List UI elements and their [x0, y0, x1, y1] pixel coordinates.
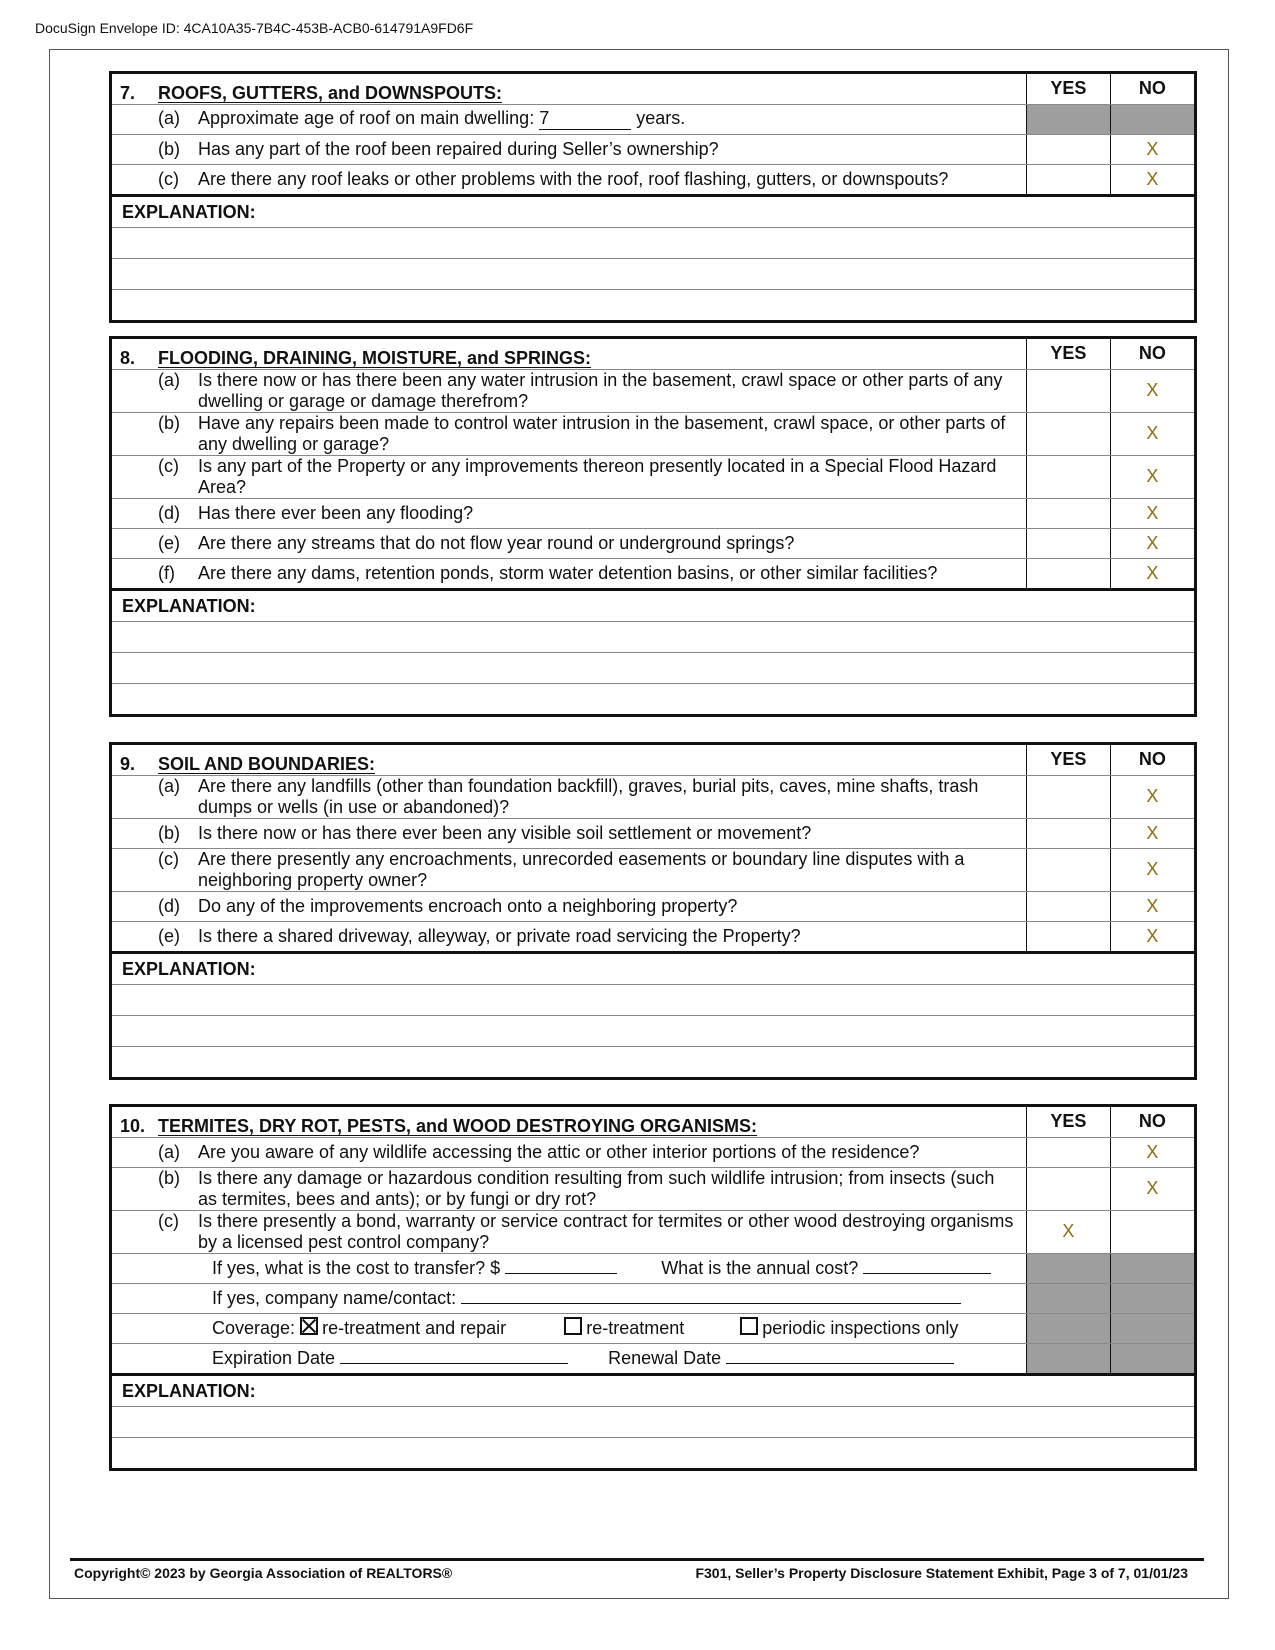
yes-answer-cell[interactable]: [1027, 455, 1111, 498]
explanation-block: [112, 1373, 1194, 1468]
question-row: [112, 1167, 1194, 1210]
yes-answer-cell[interactable]: [1027, 558, 1111, 588]
yes-answer-cell[interactable]: [1027, 1137, 1111, 1167]
question-text: Is any part of the Property or any improvements thereon presently located in a Special Flood Hazard Area?: [198, 455, 997, 497]
yes-answer-cell[interactable]: [1027, 921, 1111, 951]
coverage-checkbox-periodic-inspections[interactable]: [740, 1317, 758, 1335]
no-mark: X: [1146, 859, 1159, 879]
cost-transfer-field[interactable]: [505, 1273, 617, 1274]
question-row: [112, 775, 1194, 818]
question-text: Are there any streams that do not flow year round or underground springs?: [198, 532, 795, 553]
yes-answer-cell[interactable]: [1027, 498, 1111, 528]
no-mark: X: [1146, 562, 1159, 583]
question-text: Has any part of the roof been repaired during Seller’s ownership?: [198, 138, 719, 159]
section-number: 9.: [120, 753, 136, 774]
footer-rule: [70, 1558, 1204, 1561]
question-label: (b): [158, 822, 180, 843]
yes-answer-cell[interactable]: [1027, 369, 1111, 412]
question-label: (a): [158, 775, 180, 796]
section-8-table: [112, 339, 1194, 588]
question-row: [112, 558, 1194, 588]
section-number: 7.: [120, 82, 136, 103]
explanation-block: [112, 194, 1194, 320]
question-text: Is there now or has there ever been any visible soil settlement or movement?: [198, 822, 812, 843]
no-mark: X: [1146, 532, 1159, 553]
explanation-label: EXPLANATION:: [112, 954, 1194, 985]
no-mark: X: [1146, 925, 1159, 946]
explanation-line[interactable]: [112, 985, 1194, 1016]
yes-answer-cell[interactable]: [1027, 528, 1111, 558]
explanation-line[interactable]: [112, 259, 1194, 290]
section-9-heading: [112, 745, 1027, 775]
no-mark: X: [1146, 1141, 1159, 1162]
question-text: Is there any damage or hazardous condition resulting from such wildlife intrusion; from insects (such as termites, bees and ants); or by fungi or dry rot?: [198, 1167, 995, 1209]
cost-row: [112, 1253, 1194, 1283]
explanation-label: EXPLANATION:: [112, 197, 1194, 228]
no-cell-disabled: [1110, 1343, 1194, 1373]
renewal-date-label: Renewal Date: [608, 1347, 722, 1368]
yes-cell-disabled: [1027, 1343, 1111, 1373]
question-row: [112, 891, 1194, 921]
section-10-heading: [112, 1107, 1027, 1137]
section-9-soil: [109, 742, 1197, 1080]
question-label: (c): [158, 455, 179, 476]
question-text: Has there ever been any flooding?: [198, 502, 474, 523]
question-row: [112, 134, 1194, 164]
no-answer-cell[interactable]: [1110, 528, 1194, 558]
no-answer-cell[interactable]: [1110, 455, 1194, 498]
expiration-date-label: Expiration Date: [212, 1347, 336, 1368]
question-label: (c): [158, 1210, 179, 1231]
explanation-line[interactable]: [112, 290, 1194, 320]
question-row: [112, 1137, 1194, 1167]
question-row: [112, 104, 1194, 134]
explanation-line[interactable]: [112, 228, 1194, 259]
section-7-table: [112, 74, 1194, 194]
question-label: (b): [158, 1167, 180, 1188]
no-mark: X: [1146, 380, 1159, 400]
section-9-table: [112, 745, 1194, 951]
coverage-row: [112, 1313, 1194, 1343]
coverage-checkbox-retreatment[interactable]: [564, 1317, 582, 1335]
no-column-header: NO: [1110, 1107, 1194, 1137]
section-10-table: [112, 1107, 1194, 1373]
company-field[interactable]: [461, 1303, 961, 1304]
question-text: Are there presently any encroachments, unrecorded easements or boundary line disputes with a neighboring property owner?: [198, 848, 965, 890]
question-label: (c): [158, 848, 179, 869]
no-answer-cell[interactable]: [1110, 891, 1194, 921]
company-row: [112, 1283, 1194, 1313]
explanation-label: EXPLANATION:: [112, 1376, 1194, 1407]
question-row: [112, 848, 1194, 891]
annual-cost-field[interactable]: [863, 1273, 991, 1274]
question-text: Are there any roof leaks or other problems with the roof, roof flashing, gutters, or downspouts?: [198, 168, 949, 189]
coverage-checkbox-retreatment-repair[interactable]: [300, 1317, 318, 1335]
no-answer-cell[interactable]: [1110, 1210, 1194, 1253]
question-row: [112, 1210, 1194, 1253]
question-label: (a): [158, 369, 180, 390]
cost-transfer-label: If yes, what is the cost to transfer? $: [212, 1257, 501, 1278]
yes-cell-disabled: [1027, 1253, 1111, 1283]
section-10-termites: [109, 1104, 1197, 1471]
section-title: TERMITES, DRY ROT, PESTS, and WOOD DESTROYING ORGANISMS:: [158, 1115, 758, 1136]
no-answer-cell[interactable]: [1110, 134, 1194, 164]
no-column-header: NO: [1110, 339, 1194, 369]
no-mark: X: [1146, 423, 1159, 443]
yes-cell-disabled: [1027, 1283, 1111, 1313]
annual-cost-label: What is the annual cost?: [661, 1257, 859, 1278]
question-text: Approximate age of roof on main dwelling:: [198, 108, 535, 128]
yes-answer-cell[interactable]: [1027, 848, 1111, 891]
yes-column-header: YES: [1027, 339, 1111, 369]
section-title: SOIL AND BOUNDARIES:: [158, 753, 376, 774]
yes-column-header: YES: [1027, 74, 1111, 104]
section-number: 10.: [120, 1115, 146, 1136]
yes-answer-cell[interactable]: [1027, 775, 1111, 818]
no-answer-cell[interactable]: [1110, 1137, 1194, 1167]
coverage-option-label: re-treatment: [586, 1318, 685, 1338]
question-row: [112, 818, 1194, 848]
question-text: Is there presently a bond, warranty or service contract for termites or other wood destroying organisms by a licensed pest control company?: [198, 1210, 1014, 1252]
yes-answer-cell[interactable]: [1027, 818, 1111, 848]
section-title: FLOODING, DRAINING, MOISTURE, and SPRINGS:: [158, 347, 592, 368]
explanation-line[interactable]: [112, 1016, 1194, 1047]
roof-age-field[interactable]: 7: [539, 108, 631, 130]
coverage-option-label: re-treatment and repair: [322, 1318, 507, 1338]
section-8-flooding: [109, 336, 1197, 717]
question-text: Are there any dams, retention ponds, storm water detention basins, or other similar facilities?: [198, 562, 938, 583]
question-label: (b): [158, 412, 180, 433]
question-text: years.: [636, 108, 686, 128]
yes-answer-cell[interactable]: [1027, 1167, 1111, 1210]
question-label: (a): [158, 108, 180, 128]
no-cell-disabled: [1110, 1313, 1194, 1343]
dates-row: [112, 1343, 1194, 1373]
explanation-line[interactable]: [112, 622, 1194, 653]
coverage-option-label: periodic inspections only: [762, 1318, 959, 1338]
explanation-label: EXPLANATION:: [112, 591, 1194, 622]
question-label: (e): [158, 925, 180, 946]
question-text: Is there a shared driveway, alleyway, or private road servicing the Property?: [198, 925, 801, 946]
yes-cell-disabled: [1027, 1313, 1111, 1343]
no-mark: X: [1146, 822, 1159, 843]
yes-mark: X: [1062, 1221, 1075, 1241]
question-label: (d): [158, 895, 180, 916]
question-row: [112, 369, 1194, 412]
explanation-line[interactable]: [112, 1407, 1194, 1438]
no-answer-cell[interactable]: [1110, 369, 1194, 412]
question-text: Is there now or has there been any water intrusion in the basement, crawl space or other parts of any dwelling or garage or damage therefrom?: [198, 369, 1003, 411]
envelope-id: DocuSign Envelope ID: 4CA10A35-7B4C-453B-ACB0-614791A9FD6F: [35, 20, 474, 36]
no-cell-disabled: [1110, 1253, 1194, 1283]
question-label: (c): [158, 168, 179, 189]
no-answer-cell[interactable]: [1110, 498, 1194, 528]
question-row: [112, 921, 1194, 951]
question-label: (f): [158, 562, 175, 583]
no-mark: X: [1146, 502, 1159, 523]
footer-copyright: Copyright© 2023 by Georgia Association of REALTORS®: [74, 1565, 453, 1581]
yes-column-header: YES: [1027, 745, 1111, 775]
explanation-block: [112, 951, 1194, 1077]
explanation-line[interactable]: [112, 1438, 1194, 1468]
section-7-roofs: [109, 71, 1197, 323]
no-mark: X: [1146, 168, 1159, 189]
explanation-line[interactable]: [112, 1047, 1194, 1077]
question-label: (a): [158, 1141, 180, 1162]
renewal-date-field[interactable]: [726, 1363, 954, 1364]
no-answer-cell[interactable]: [1110, 1167, 1194, 1210]
no-column-header: NO: [1110, 74, 1194, 104]
no-cell-disabled: [1110, 104, 1194, 134]
yes-answer-cell[interactable]: [1027, 1210, 1111, 1253]
no-cell-disabled: [1110, 1283, 1194, 1313]
question-label: (b): [158, 138, 180, 159]
no-answer-cell[interactable]: [1110, 558, 1194, 588]
footer-form-id: F301, Seller’s Property Disclosure Statement Exhibit, Page 3 of 7, 01/01/23: [695, 1565, 1188, 1581]
yes-cell-disabled: [1027, 104, 1111, 134]
company-label: If yes, company name/contact:: [212, 1287, 457, 1308]
no-answer-cell[interactable]: [1110, 818, 1194, 848]
yes-answer-cell[interactable]: [1027, 134, 1111, 164]
coverage-label: Coverage:: [212, 1318, 296, 1338]
question-row: [112, 164, 1194, 194]
question-text: Do any of the improvements encroach onto a neighboring property?: [198, 895, 738, 916]
no-mark: X: [1146, 466, 1159, 486]
section-7-heading: [112, 74, 1027, 104]
question-text: Are you aware of any wildlife accessing the attic or other interior portions of the residence?: [198, 1141, 920, 1162]
yes-column-header: YES: [1027, 1107, 1111, 1137]
no-mark: X: [1146, 138, 1159, 159]
section-title: ROOFS, GUTTERS, and DOWNSPOUTS:: [158, 82, 503, 103]
yes-answer-cell[interactable]: [1027, 164, 1111, 194]
section-8-heading: [112, 339, 1027, 369]
no-answer-cell[interactable]: [1110, 164, 1194, 194]
question-label: (e): [158, 532, 180, 553]
no-answer-cell[interactable]: [1110, 412, 1194, 455]
question-row: [112, 528, 1194, 558]
question-label: (d): [158, 502, 180, 523]
explanation-line[interactable]: [112, 684, 1194, 714]
no-answer-cell[interactable]: [1110, 921, 1194, 951]
question-text: Have any repairs been made to control water intrusion in the basement, crawl space, or other parts of any dwelling or garage?: [198, 412, 1006, 454]
no-mark: X: [1146, 786, 1159, 806]
explanation-block: [112, 588, 1194, 714]
question-row: [112, 412, 1194, 455]
section-number: 8.: [120, 347, 136, 368]
question-text: Are there any landfills (other than foundation backfill), graves, burial pits, caves, mine shafts, trash dumps or wells (in use or abandoned)?: [198, 775, 979, 817]
no-answer-cell[interactable]: [1110, 775, 1194, 818]
question-row: [112, 455, 1194, 498]
explanation-line[interactable]: [112, 653, 1194, 684]
expiration-date-field[interactable]: [340, 1363, 568, 1364]
question-row: [112, 498, 1194, 528]
no-column-header: NO: [1110, 745, 1194, 775]
no-mark: X: [1146, 1178, 1159, 1198]
no-mark: X: [1146, 895, 1159, 916]
yes-answer-cell[interactable]: [1027, 891, 1111, 921]
no-answer-cell[interactable]: [1110, 848, 1194, 891]
yes-answer-cell[interactable]: [1027, 412, 1111, 455]
